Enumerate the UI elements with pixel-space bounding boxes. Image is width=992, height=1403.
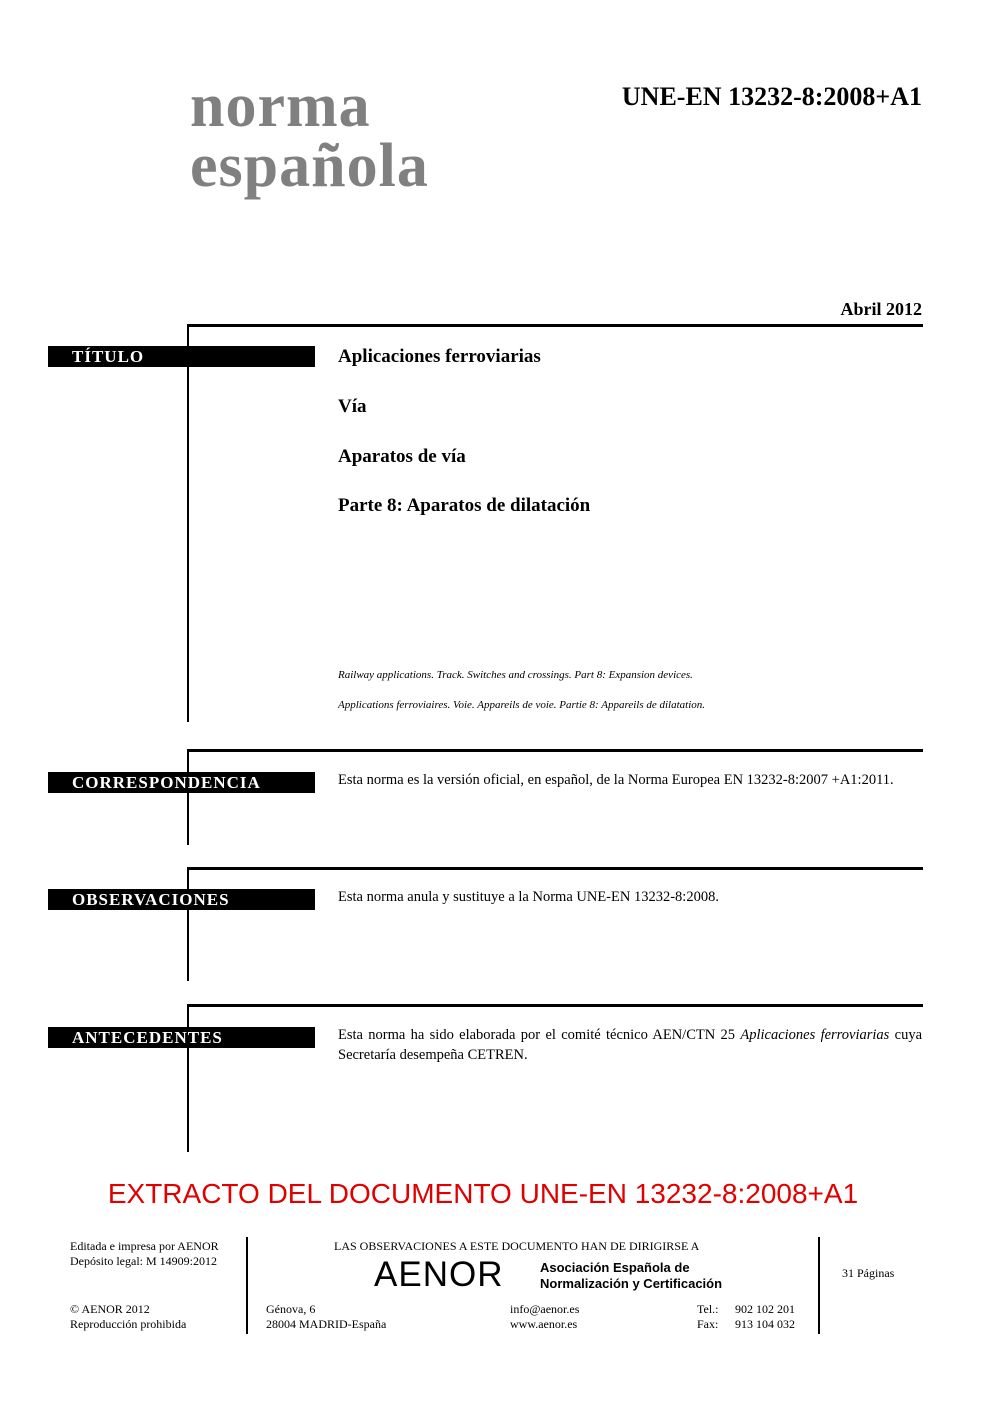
footer-web-link[interactable]: www.aenor.es [510, 1317, 578, 1331]
footer-copyright: © AENOR 2012 Reproducción prohibida [70, 1302, 187, 1331]
brand-title [190, 72, 429, 200]
footer-separator-right [818, 1237, 820, 1334]
footer-edition: Editada e impresa por AENOR Depósito legal: M 14909:2012 [70, 1239, 219, 1268]
label-correspondencia: CORRESPONDENCIA [48, 772, 315, 793]
brand-line-1: norma [190, 72, 371, 140]
label-observaciones: OBSERVACIONES [48, 889, 315, 910]
title-line-4: Parte 8: Aparatos de dilatación [338, 495, 591, 516]
footer-page-count: 31 Páginas [842, 1266, 895, 1280]
title-french: Applications ferroviaires. Voie. Appareils de voie. Partie 8: Appareils de dilatation. [338, 699, 706, 711]
antecedentes-text: Esta norma ha sido elaborada por el comité técnico AEN/CTN 25 Aplicaciones ferroviarias cuya Secretaría desempeña CETREN. [338, 1027, 923, 1063]
footer-observations-heading: LAS OBSERVACIONES A ESTE DOCUMENTO HAN DE DIRIGIRSE A [334, 1239, 700, 1253]
footer-separator-left [246, 1237, 248, 1334]
label-titulo: TÍTULO [48, 346, 315, 367]
section-divider-observaciones [187, 867, 923, 870]
footer-email-link[interactable]: info@aenor.es [510, 1302, 580, 1316]
correspondencia-text: Esta norma es la versión oficial, en español, de la Norma Europea EN 13232-8:2007 +A1:2011. [338, 772, 894, 788]
standard-code: UNE-EN 13232-8:2008+A1 [621, 82, 922, 111]
title-english: Railway applications. Track. Switches and crossings. Part 8: Expansion devices. [338, 669, 693, 681]
label-antecedentes: ANTECEDENTES [48, 1027, 315, 1048]
title-line-2: Vía [338, 396, 367, 417]
title-line-3: Aparatos de vía [338, 446, 466, 467]
title-line-1: Aplicaciones ferroviarias [338, 346, 541, 367]
extract-notice: EXTRACTO DEL DOCUMENTO UNE-EN 13232-8:2008+A1 [107, 1178, 859, 1209]
aenor-logo: AENOR [374, 1255, 504, 1294]
section-divider-antecedentes [187, 1004, 923, 1007]
brand-line-2: española [190, 132, 429, 200]
footer-phone-numbers: 902 102 201 913 104 032 [735, 1302, 795, 1331]
footer-contact-web[interactable] [510, 1302, 579, 1332]
section-rule-observaciones [187, 867, 189, 981]
observaciones-text: Esta norma anula y sustituye a la Norma UNE-EN 13232-8:2008. [338, 889, 719, 905]
section-divider-titulo [187, 324, 923, 327]
section-rule-correspondencia [187, 749, 189, 845]
publication-date: Abril 2012 [840, 299, 922, 319]
footer-phone-labels: Tel.: Fax: [697, 1302, 719, 1331]
footer-address: Génova, 6 28004 MADRID-España [266, 1302, 387, 1331]
aenor-logo-subtitle: Asociación Española de Normalización y Certificación [540, 1260, 723, 1291]
section-divider-correspondencia [187, 749, 923, 752]
section-rule-titulo [187, 324, 189, 722]
